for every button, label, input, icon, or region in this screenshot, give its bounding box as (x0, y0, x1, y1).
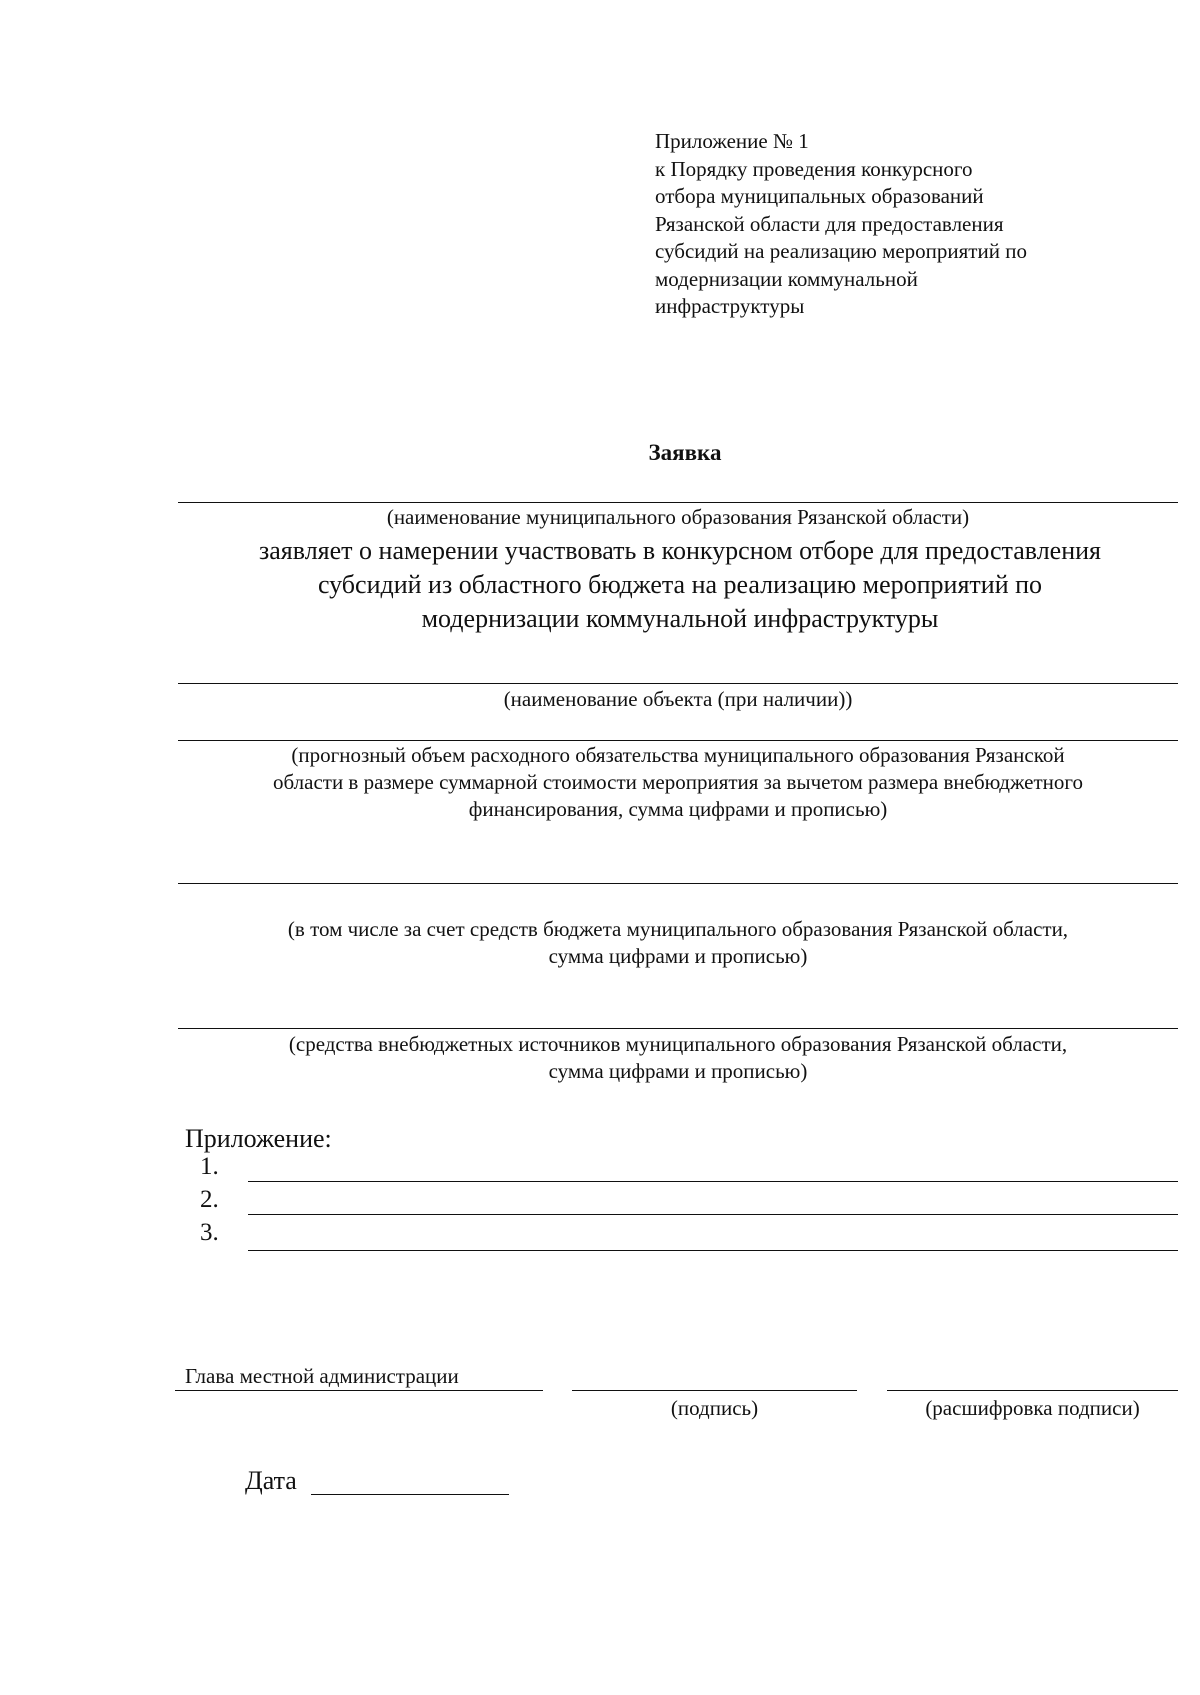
attachment-number: 3. (200, 1219, 219, 1246)
head-of-administration-label: Глава местной администрации (185, 1364, 459, 1388)
statement-line: субсидий из областного бюджета на реализацию мероприятий по (317, 570, 1043, 599)
header-line: к Порядку проведения конкурсного (655, 156, 973, 181)
statement-line: модернизации коммунальной инфраструктуры (421, 604, 939, 633)
head-underline (175, 1390, 543, 1391)
caption-line: (средства внебюджетных источников муниципального образования Рязанской области, (288, 1032, 1068, 1056)
header-line: инфраструктуры (655, 294, 805, 318)
attachment-field-line[interactable] (248, 1214, 1178, 1215)
document-title: Заявка (648, 440, 722, 465)
header-line: модернизации коммунальной (655, 266, 918, 291)
signature-field-line[interactable] (572, 1390, 857, 1391)
caption-line: (в том числе за счет средств бюджета муниципального образования Рязанской области, (287, 917, 1069, 941)
statement-text (180, 534, 1180, 636)
header-line: субсидий на реализацию мероприятий по (655, 239, 1027, 263)
attachment-field-line[interactable] (248, 1250, 1178, 1251)
object-caption: (наименование объекта (при наличии)) (503, 687, 853, 711)
municipal-budget-field-line[interactable] (178, 883, 1178, 884)
attachment-field-line[interactable] (248, 1181, 1178, 1182)
attachment-number: 2. (200, 1186, 219, 1213)
caption-line: финансирования, сумма цифрами и прописью) (468, 797, 888, 821)
caption-line: (прогнозный объем расходного обязательства муниципального образования Рязанской (291, 743, 1065, 767)
extrabudgetary-field-line[interactable] (178, 1028, 1178, 1029)
header-line: Рязанской области для предоставления (655, 211, 1004, 236)
signature-decode-field-line[interactable] (887, 1390, 1178, 1391)
caption-line: сумма цифрами и прописью) (548, 1059, 808, 1083)
attachment-number: 1. (200, 1153, 219, 1180)
caption-line: сумма цифрами и прописью) (548, 944, 808, 968)
extrabudgetary-caption (178, 1031, 1178, 1085)
signature-caption: (подпись) (670, 1396, 759, 1420)
municipality-field-line[interactable] (178, 502, 1178, 503)
caption-line: области в размере суммарной стоимости мероприятия за вычетом размера внебюджетного (272, 770, 1084, 794)
forecast-caption (178, 742, 1178, 823)
date-field-line[interactable] (311, 1494, 509, 1495)
municipal-budget-caption (178, 916, 1178, 970)
date-label: Дата (245, 1466, 297, 1495)
header-line: Приложение № 1 (655, 129, 809, 153)
statement-line: заявляет о намерении участвовать в конкурсном отборе для предоставления (258, 536, 1102, 565)
header-line: отбора муниципальных образований (655, 184, 984, 208)
appendix-header (655, 128, 1135, 321)
attachments-title: Приложение: (185, 1124, 332, 1153)
signature-decode-caption: (расшифровка подписи) (925, 1396, 1140, 1420)
object-field-line[interactable] (178, 683, 1178, 684)
forecast-field-line[interactable] (178, 740, 1178, 741)
municipality-caption: (наименование муниципального образования Рязанской области) (386, 505, 970, 529)
